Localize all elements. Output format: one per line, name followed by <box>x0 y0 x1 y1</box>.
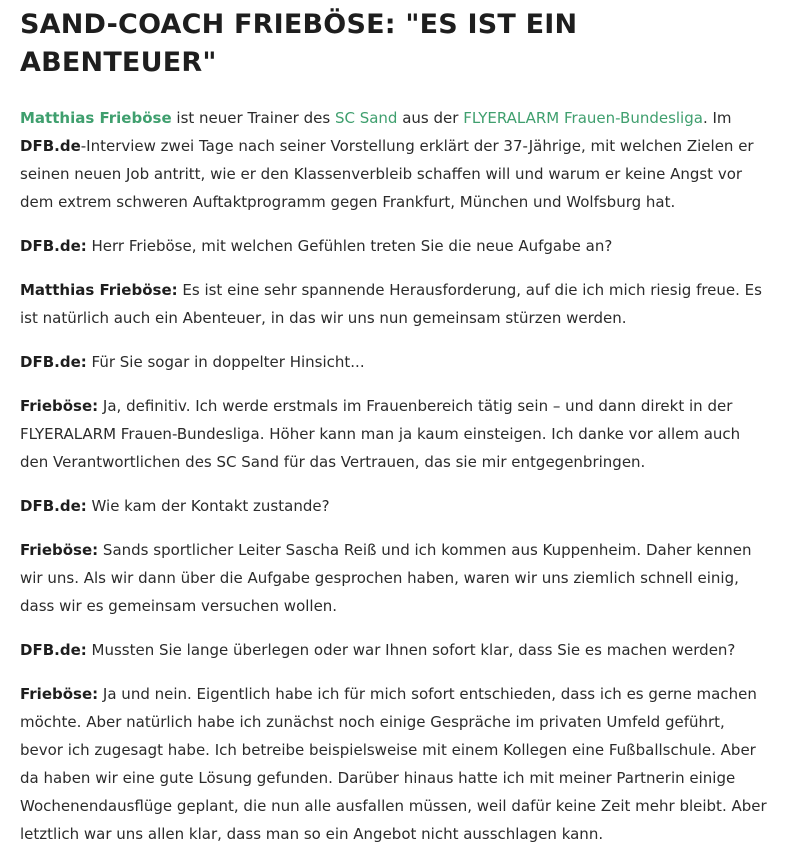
answer-paragraph <box>20 680 768 848</box>
trainer-name-link[interactable]: Matthias Frieböse <box>20 109 172 127</box>
speaker-label: DFB.de: <box>20 237 87 255</box>
speaker-label: DFB.de: <box>20 641 87 659</box>
intro-text: -Interview zwei Tage nach seiner Vorstellung erklärt der 37-Jährige, mit welchen Zielen er seinen neuen Job antritt, wie er den Klassenverbleib schaffen will und warum er keine Angst vor dem extrem schweren Auftaktprogramm gegen Frankfurt, München und Wolfsburg hat. <box>20 137 754 211</box>
question-paragraph <box>20 348 768 376</box>
answer-paragraph <box>20 276 768 332</box>
league-link[interactable]: FLYERALARM Frauen-Bundesliga <box>463 109 703 127</box>
speaker-label: Matthias Frieböse: <box>20 281 178 299</box>
answer-paragraph <box>20 392 768 476</box>
question-paragraph <box>20 636 768 664</box>
headline: SAND-COACH FRIEBÖSE: "ES IST EIN ABENTEUER" <box>20 9 578 78</box>
question-text: Wie kam der Kontakt zustande? <box>86 497 330 515</box>
speaker-label: DFB.de: <box>20 353 87 371</box>
intro-text: . Im <box>702 109 732 127</box>
answer-text: Es ist eine sehr spannende Herausforderung, auf die ich mich riesig freue. Es ist natürlich auch ein Abenteuer, in das wir uns nun gemeinsam stürzen werden. <box>20 281 762 327</box>
question-text: Für Sie sogar in doppelter Hinsicht... <box>86 353 365 371</box>
speaker-label: Frieböse: <box>20 541 99 559</box>
dfb-label: DFB.de <box>20 137 81 155</box>
speaker-label: DFB.de: <box>20 497 87 515</box>
club-link[interactable]: SC Sand <box>334 109 398 127</box>
answer-text: Ja, definitiv. Ich werde erstmals im Frauenbereich tätig sein – und dann direkt in der FLYERALARM Frauen-Bundesliga. Höher kann man ja kaum einsteigen. Ich danke vor allem auch den Verantwortlichen des SC Sand für das Vertrauen, das sie mir entgegenbringen. <box>20 397 741 471</box>
answer-paragraph <box>20 536 768 620</box>
intro-paragraph <box>20 104 768 216</box>
intro-text: ist neuer Trainer des <box>171 109 335 127</box>
answer-text: Sands sportlicher Leiter Sascha Reiß und ich kommen aus Kuppenheim. Daher kennen wir uns. Als wir dann über die Aufgabe gesprochen haben, waren wir uns ziemlich schnell einig, dass wir es gemeinsam versuchen wollen. <box>20 541 752 615</box>
speaker-label: Frieböse: <box>20 685 99 703</box>
question-text: Mussten Sie lange überlegen oder war Ihnen sofort klar, dass Sie es machen werden? <box>86 641 736 659</box>
speaker-label: Frieböse: <box>20 397 99 415</box>
question-paragraph <box>20 232 768 260</box>
question-paragraph <box>20 492 768 520</box>
question-text: Herr Frieböse, mit welchen Gefühlen treten Sie die neue Aufgabe an? <box>86 237 613 255</box>
answer-text: Ja und nein. Eigentlich habe ich für mich sofort entschieden, dass ich es gerne machen möchte. Aber natürlich habe ich zunächst noch einige Gespräche im privaten Umfeld geführt, bevor ich zugesagt habe. Ich betreibe beispielsweise mit einem Kollegen eine Fußballschule. Aber da haben wir eine gute Lösung gefunden. Darüber hinaus hatte ich mit meiner Partnerin einige Wochenendausflüge geplant, die nun alle ausfallen müssen, weil dafür keine Zeit mehr bleibt. Aber letztlich war uns allen klar, dass man so ein Angebot nicht ausschlagen kann. <box>20 685 767 843</box>
intro-text: aus der <box>397 109 464 127</box>
